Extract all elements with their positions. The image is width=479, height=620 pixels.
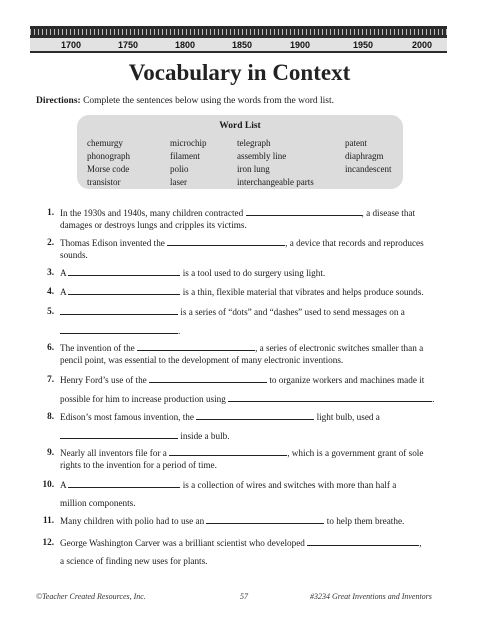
question-text: pencil point, was essential to the development of many electronic inventions.: [60, 355, 344, 365]
footer-page-number: 57: [240, 592, 248, 601]
question-text: Many children with polio had to use an: [60, 516, 205, 526]
directions-label: Directions:: [36, 96, 81, 106]
question-text: Thomas Edison invented the: [60, 238, 165, 248]
question-text: The invention of the: [60, 343, 135, 353]
question-text: rights to the invention for a period of time.: [60, 460, 217, 470]
answer-blank[interactable]: [169, 446, 287, 456]
answer-blank[interactable]: [68, 285, 180, 295]
answer-blank[interactable]: [228, 392, 435, 404]
word-list-item: Morse code: [87, 164, 130, 174]
question-5: [36, 305, 446, 337]
word-list-item: patent: [345, 138, 367, 148]
question-9: [36, 446, 446, 471]
question-text: is a series of “dots” and “dashes” used to send messages on a: [180, 307, 405, 317]
answer-blank[interactable]: [149, 373, 267, 383]
word-list-box: [77, 115, 403, 189]
word-list-item: iron lung: [237, 164, 270, 174]
question-text: is a tool used to do surgery using light.: [182, 268, 326, 278]
answer-blank[interactable]: [60, 324, 181, 336]
answer-blank[interactable]: [307, 536, 422, 548]
timeline-year: 2000: [411, 40, 433, 50]
question-number: 10.: [42, 479, 54, 489]
word-list-title: Word List: [219, 121, 261, 131]
question-number: 5.: [47, 306, 54, 316]
question-text: George Washington Carver was a brilliant scientist who developed: [60, 538, 305, 548]
question-number: 3.: [47, 267, 54, 277]
question-7: [36, 373, 446, 405]
timeline-year: 1850: [231, 40, 253, 50]
answer-blank[interactable]: [206, 514, 324, 524]
question-text: light bulb, used a: [316, 412, 380, 422]
question-text: damages or destroys lungs and cripples its victims.: [60, 220, 247, 230]
question-1: [36, 206, 446, 231]
question-number: 11.: [43, 515, 54, 525]
question-text: a science of finding new uses for plants.: [60, 556, 208, 566]
page-title: Vocabulary in Context: [128, 60, 351, 85]
word-list-item: transistor: [87, 177, 121, 187]
question-text: In the 1930s and 1940s, many children contracted: [60, 208, 244, 218]
timeline-bottom-bar: [30, 51, 447, 53]
question-number: 2.: [47, 237, 54, 247]
word-list-item: incandescent: [345, 164, 392, 174]
word-list-item: assembly line: [237, 151, 287, 161]
timeline-labels-band: [30, 38, 447, 51]
question-text: , a series of electronic switches smaller than a: [255, 343, 424, 353]
timeline-year: 1750: [117, 40, 139, 50]
question-text: Nearly all inventors file for a: [60, 448, 167, 458]
question-number: 9.: [47, 447, 54, 457]
question-text: A: [60, 287, 67, 297]
word-list-item: diaphragm: [345, 151, 384, 161]
question-text: .: [178, 326, 181, 336]
word-list-item: chemurgy: [87, 138, 123, 148]
timeline: [30, 26, 447, 54]
question-number: 7.: [47, 374, 54, 384]
question-8: [36, 410, 446, 442]
directions: [36, 96, 334, 106]
footer-copyright: ©Teacher Created Resources, Inc.: [36, 592, 146, 601]
question-number: 4.: [47, 286, 54, 296]
question-11: [36, 514, 446, 527]
answer-blank[interactable]: [68, 266, 180, 276]
question-10: [36, 478, 446, 509]
answer-blank[interactable]: [196, 410, 314, 420]
question-12: [36, 536, 446, 567]
question-text: is a thin, flexible material that vibrates and helps produce sounds.: [182, 287, 424, 297]
question-text: to help them breathe.: [326, 516, 405, 526]
question-text: A: [60, 268, 67, 278]
directions-text: Complete the sentences below using the words from the word list.: [83, 96, 334, 106]
question-text: , a device that records and reproduces: [285, 238, 424, 248]
question-4: [36, 285, 446, 298]
word-list-item: filament: [170, 151, 200, 161]
answer-blank[interactable]: [60, 429, 178, 439]
timeline-year: 1700: [60, 40, 82, 50]
footer-book-title: #3234 Great Inventions and Inventors: [310, 592, 432, 601]
timeline-ticks: [30, 29, 447, 35]
question-3: [36, 266, 446, 279]
question-number: 6.: [47, 342, 54, 352]
question-text: is a collection of wires and switches with more than half a: [182, 480, 397, 490]
timeline-year: 1900: [289, 40, 311, 50]
question-6: [36, 341, 446, 366]
question-number: 12.: [42, 537, 54, 547]
question-text: , a disease that: [361, 208, 416, 218]
question-text: to organize workers and machines made it: [269, 375, 425, 385]
word-list-item: microchip: [170, 138, 207, 148]
word-list-item: interchangeable parts: [237, 177, 314, 187]
question-text: Edison’s most famous invention, the: [60, 412, 194, 422]
timeline-year: 1950: [352, 40, 374, 50]
question-text: Henry Ford’s use of the: [60, 375, 147, 385]
question-text: inside a bulb.: [180, 431, 230, 441]
word-list-item: polio: [170, 164, 189, 174]
answer-blank[interactable]: [137, 341, 255, 351]
question-text: million components.: [60, 498, 136, 508]
answer-blank[interactable]: [246, 206, 362, 216]
question-text: A: [60, 480, 67, 490]
word-list-item: laser: [170, 177, 187, 187]
question-text: .: [432, 394, 435, 404]
question-text: possible for him to increase production using: [60, 394, 226, 404]
word-list-item: phonograph: [87, 151, 130, 161]
question-text: , which is a government grant of sole: [287, 448, 424, 458]
word-list-item: telegraph: [237, 138, 271, 148]
answer-blank[interactable]: [68, 478, 180, 488]
question-text: ,: [419, 538, 422, 548]
answer-blank[interactable]: [60, 305, 178, 315]
timeline-year: 1800: [174, 40, 196, 50]
answer-blank[interactable]: [167, 236, 285, 246]
question-text: sounds.: [60, 250, 88, 260]
question-number: 1.: [47, 207, 54, 217]
question-2: [36, 236, 446, 261]
question-number: 8.: [47, 411, 54, 421]
